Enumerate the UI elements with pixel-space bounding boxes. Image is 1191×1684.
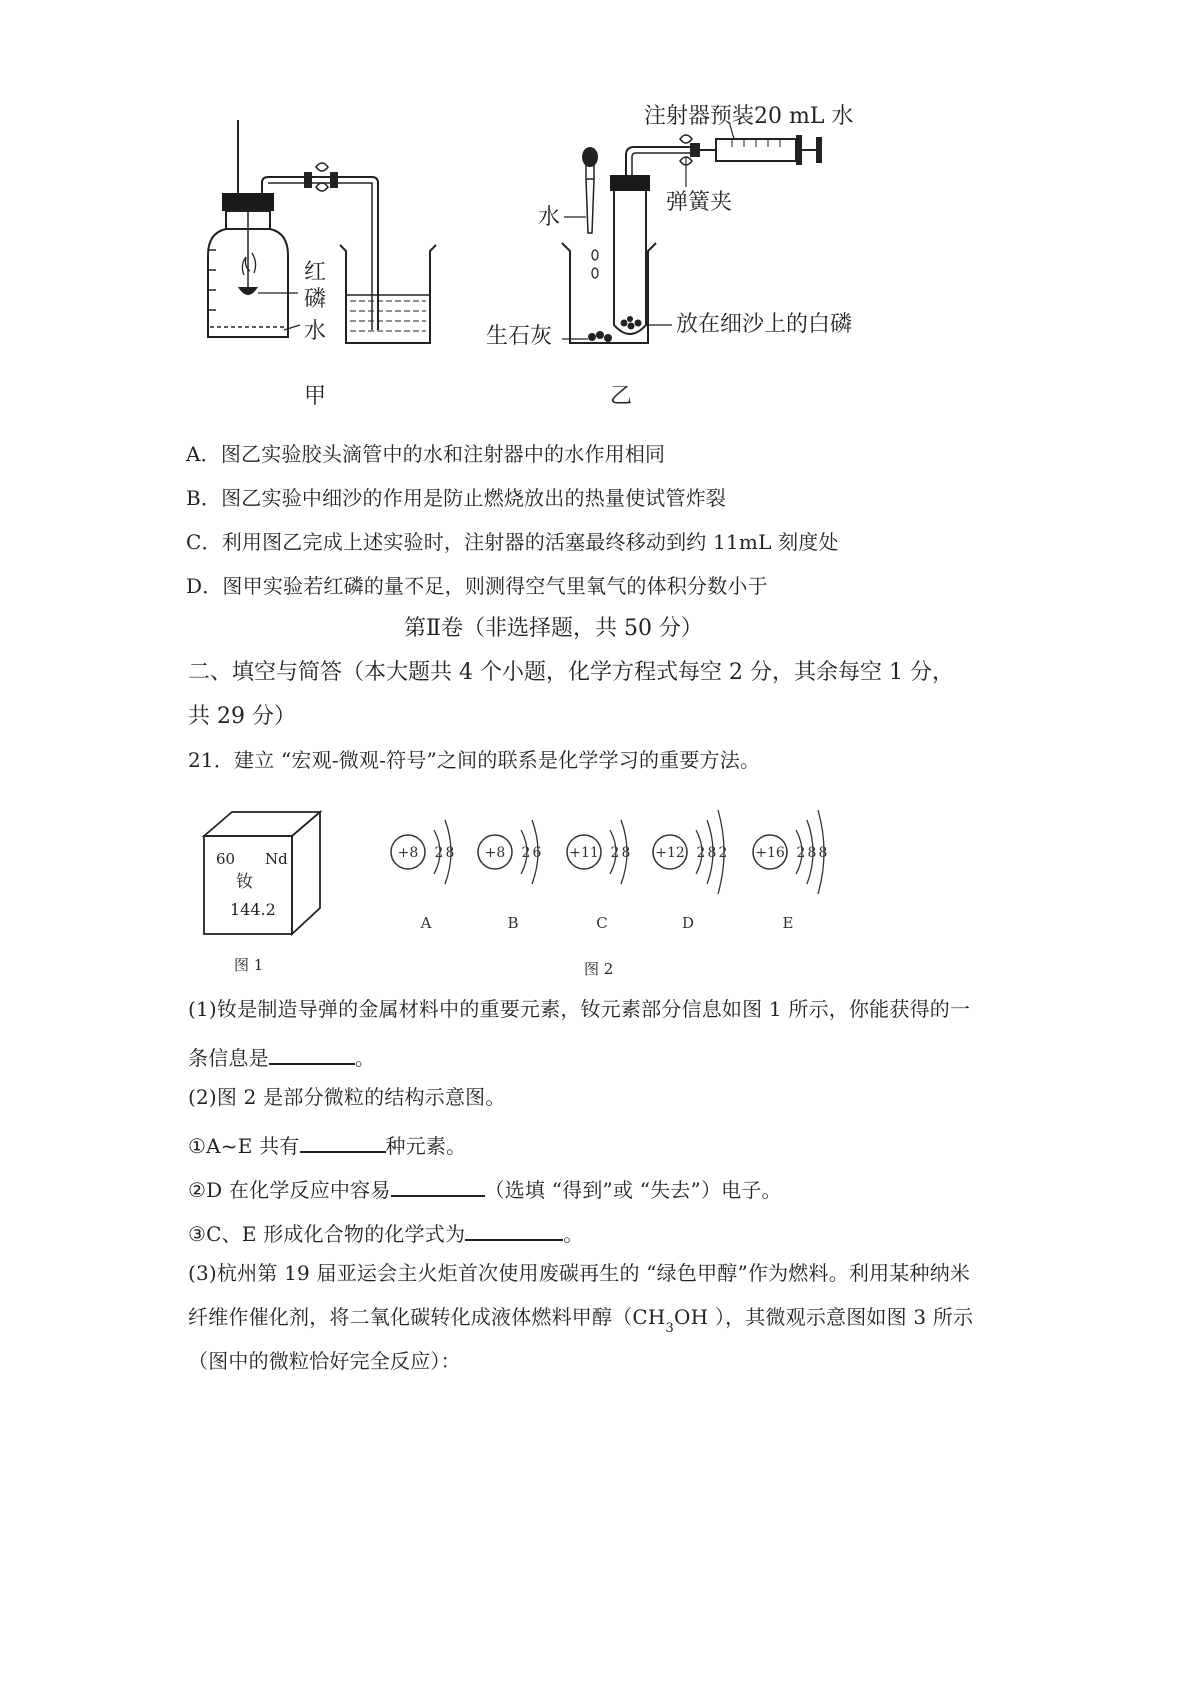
option-d: D．图甲实验若红磷的量不足，则测得空气里氧气的体积分数小于 [186, 574, 768, 598]
electron-count: 2 [718, 845, 728, 861]
q2a-prefix: ①A~E 共有 [188, 1134, 300, 1158]
electron-count: 8 [621, 845, 631, 861]
jia-label-water: 水 [304, 319, 327, 344]
q2c-suffix: 。 [563, 1222, 584, 1246]
fig1-atomic-number: 60 [216, 850, 236, 868]
particle-label: C [596, 914, 608, 932]
part2-heading-line1: 二、填空与简答（本大题共 4 个小题，化学方程式每空 2 分，其余每空 1 分， [188, 660, 954, 685]
electron-count: 8 [818, 845, 828, 861]
option-b: B．图乙实验中细沙的作用是防止燃烧放出的热量使试管炸裂 [186, 486, 727, 510]
q2a-line [188, 1131, 466, 1156]
q2b-suffix: （选填 “得到”或 “失去”）电子。 [484, 1178, 782, 1202]
particle-label: D [681, 914, 695, 932]
fig2-structure-diagrams [380, 790, 850, 940]
jia-caption: 甲 [304, 384, 327, 409]
particle-label: A [420, 914, 432, 932]
yi-label-quicklime: 生石灰 [486, 324, 553, 349]
q3-line2-suffix: OH ），其微观示意图如图 3 所示 [674, 1305, 974, 1329]
q2c-answer-blank[interactable] [465, 1219, 563, 1241]
figure-jia-apparatus [200, 115, 500, 415]
q1-line2-suffix: 。 [354, 1046, 376, 1070]
electron-count: 2 [434, 845, 444, 861]
q3-line3: （图中的微粒恰好完全反应）： [188, 1349, 461, 1373]
fig2-caption: 图 2 [584, 960, 614, 978]
electron-count: 2 [610, 845, 620, 861]
q2a-answer-blank[interactable] [300, 1131, 386, 1153]
particle-d [653, 810, 727, 932]
q21-stem: 21．建立 “宏观-微观-符号”之间的联系是化学学习的重要方法。 [188, 748, 761, 772]
electron-count: 8 [445, 845, 455, 861]
option-c: C．利用图乙完成上述实验时，注射器的活塞最终移动到约 11mL 刻度处 [186, 530, 839, 554]
section-title: 第Ⅱ卷（非选择题，共 50 分） [404, 616, 703, 641]
q1-line1: (1)钕是制造导弹的金属材料中的重要元素，钕元素部分信息如图 1 所示，你能获得的一 [188, 997, 971, 1021]
q1-line2-prefix: 条信息是 [188, 1046, 269, 1070]
q3-line1: (3)杭州第 19 届亚运会主火炬首次使用废碳再生的 “绿色甲醇”作为燃料。利用某种纳米 [188, 1261, 971, 1285]
q1-line2 [188, 1043, 375, 1068]
q2a-suffix: 种元素。 [385, 1134, 467, 1158]
option-a: A．图乙实验胶头滴管中的水和注射器中的水作用相同 [186, 442, 666, 466]
electron-count: 2 [696, 845, 706, 861]
nucleus-charge: +12 [655, 845, 685, 861]
q2b-prefix: ②D 在化学反应中容易 [188, 1178, 391, 1202]
particle-b [478, 820, 542, 932]
yi-label-water: 水 [538, 205, 561, 230]
nucleus-charge: +16 [755, 845, 785, 861]
electron-count: 8 [707, 845, 717, 861]
particle-a [391, 820, 454, 932]
q2b-line [188, 1175, 782, 1200]
part2-heading-line2: 共 29 分） [188, 704, 296, 729]
nucleus-charge: +11 [569, 845, 599, 861]
q3-line2 [188, 1305, 974, 1336]
nucleus-charge: +8 [397, 845, 419, 861]
q3-line2-prefix: 纤维作催化剂，将二氧化碳转化成液体燃料甲醇（CH [188, 1305, 666, 1329]
q1-answer-blank[interactable] [269, 1043, 355, 1065]
jia-label-red-phosphorus-2: 磷 [304, 287, 327, 312]
q3-subscript: 3 [665, 1321, 675, 1336]
particle-label: B [507, 914, 519, 932]
yi-label-clip: 弹簧夹 [666, 190, 733, 215]
q2c-prefix: ③C、E 形成化合物的化学式为 [188, 1222, 466, 1246]
electron-count: 2 [796, 845, 806, 861]
electron-count: 8 [807, 845, 817, 861]
q2-intro: (2)图 2 是部分微粒的结构示意图。 [188, 1085, 506, 1109]
fig1-element-name: 钕 [236, 872, 253, 892]
fig1-symbol: Nd [265, 850, 288, 868]
jia-label-red-phosphorus-1: 红 [304, 260, 327, 285]
yi-label-syringe: 注射器预装20 mL 水 [644, 104, 854, 129]
fig1-atomic-mass: 144.2 [230, 900, 276, 919]
nucleus-charge: +8 [484, 845, 506, 861]
fig1-caption: 图 1 [234, 956, 264, 974]
electron-count: 2 [521, 845, 531, 861]
particle-label: E [782, 914, 794, 932]
particle-c [567, 820, 630, 932]
yi-caption: 乙 [610, 384, 633, 409]
q2b-answer-blank[interactable] [391, 1175, 485, 1197]
yi-label-white-phosphorus: 放在细沙上的白磷 [676, 312, 853, 337]
electron-count: 6 [532, 845, 542, 861]
fig1-element-cube [200, 808, 330, 940]
q2c-line [188, 1219, 583, 1244]
particle-e [753, 810, 827, 932]
